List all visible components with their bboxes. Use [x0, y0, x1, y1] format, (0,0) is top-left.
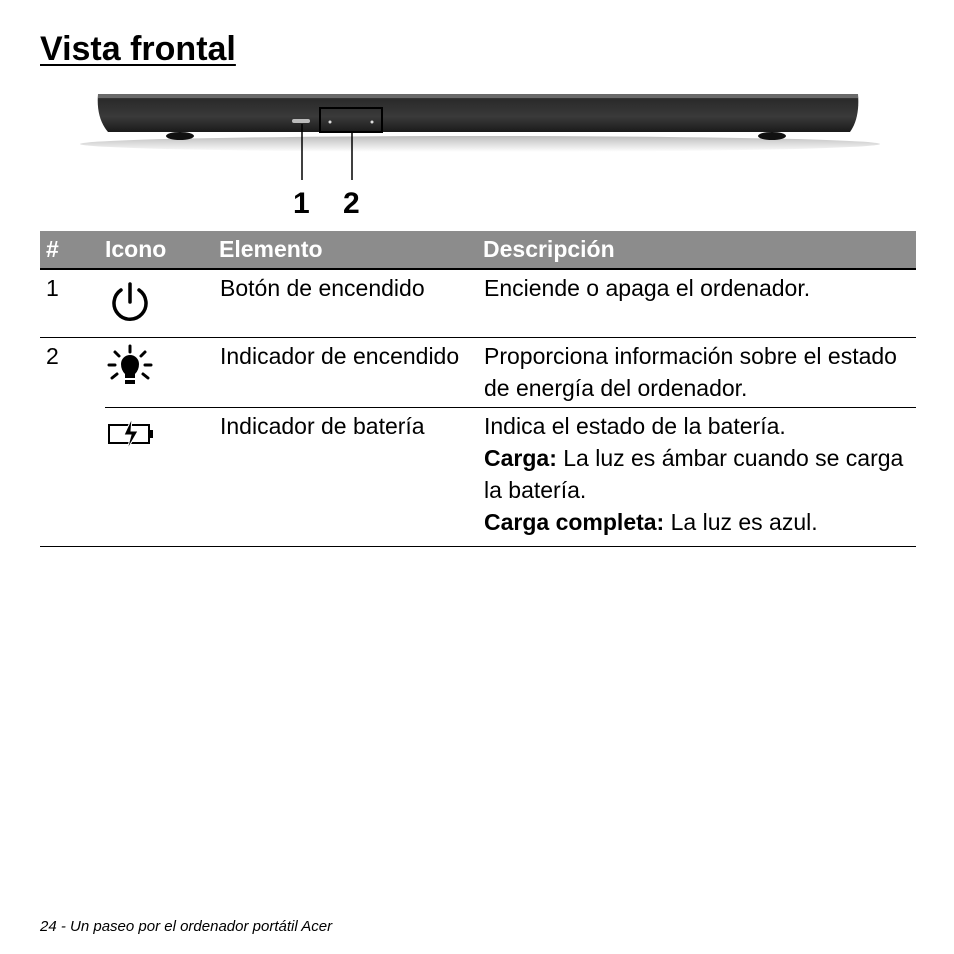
- row-element: Indicador de encendido: [219, 338, 483, 408]
- page-footer: 24 - Un paseo por el ordenador portátil Acer: [40, 918, 333, 935]
- page-title: Vista frontal: [40, 30, 236, 68]
- table-header-row: [40, 231, 916, 269]
- power-icon: [108, 280, 152, 324]
- row-element: Botón de encendido: [219, 269, 483, 338]
- header-num: #: [40, 231, 105, 269]
- table-row: [40, 408, 916, 547]
- row-num: 1: [40, 269, 105, 338]
- callout-2: 2: [343, 187, 360, 220]
- callout-1: 1: [293, 187, 310, 220]
- header-element: Elemento: [219, 231, 483, 269]
- row-description: Proporciona información sobre el estado de energía del ordenador.: [483, 338, 916, 408]
- full-charge-note-text: La luz es azul.: [664, 509, 818, 535]
- charging-note-text: La luz es ámbar cuando se carga la batería.: [484, 445, 904, 503]
- power-indicator-icon: [106, 344, 154, 388]
- front-view-table: [40, 231, 916, 547]
- battery-charging-icon: [106, 416, 156, 452]
- full-charge-note-label: Carga completa:: [484, 509, 665, 535]
- table-row: [40, 338, 916, 408]
- row-num: 2: [40, 338, 105, 547]
- charging-note: [484, 442, 915, 506]
- header-description: Descripción: [483, 231, 916, 269]
- laptop-front-view-image: [80, 88, 880, 158]
- row-description-cell: [483, 408, 916, 547]
- charging-note-label: Carga:: [484, 445, 557, 471]
- callout-lines: [80, 158, 880, 184]
- row-description: Indica el estado de la batería.: [484, 413, 786, 439]
- row-element: Indicador de batería: [219, 408, 483, 547]
- table-row: [40, 269, 916, 338]
- row-description: Enciende o apaga el ordenador.: [483, 269, 916, 338]
- header-icon: Icono: [105, 231, 219, 269]
- full-charge-note: [484, 506, 915, 538]
